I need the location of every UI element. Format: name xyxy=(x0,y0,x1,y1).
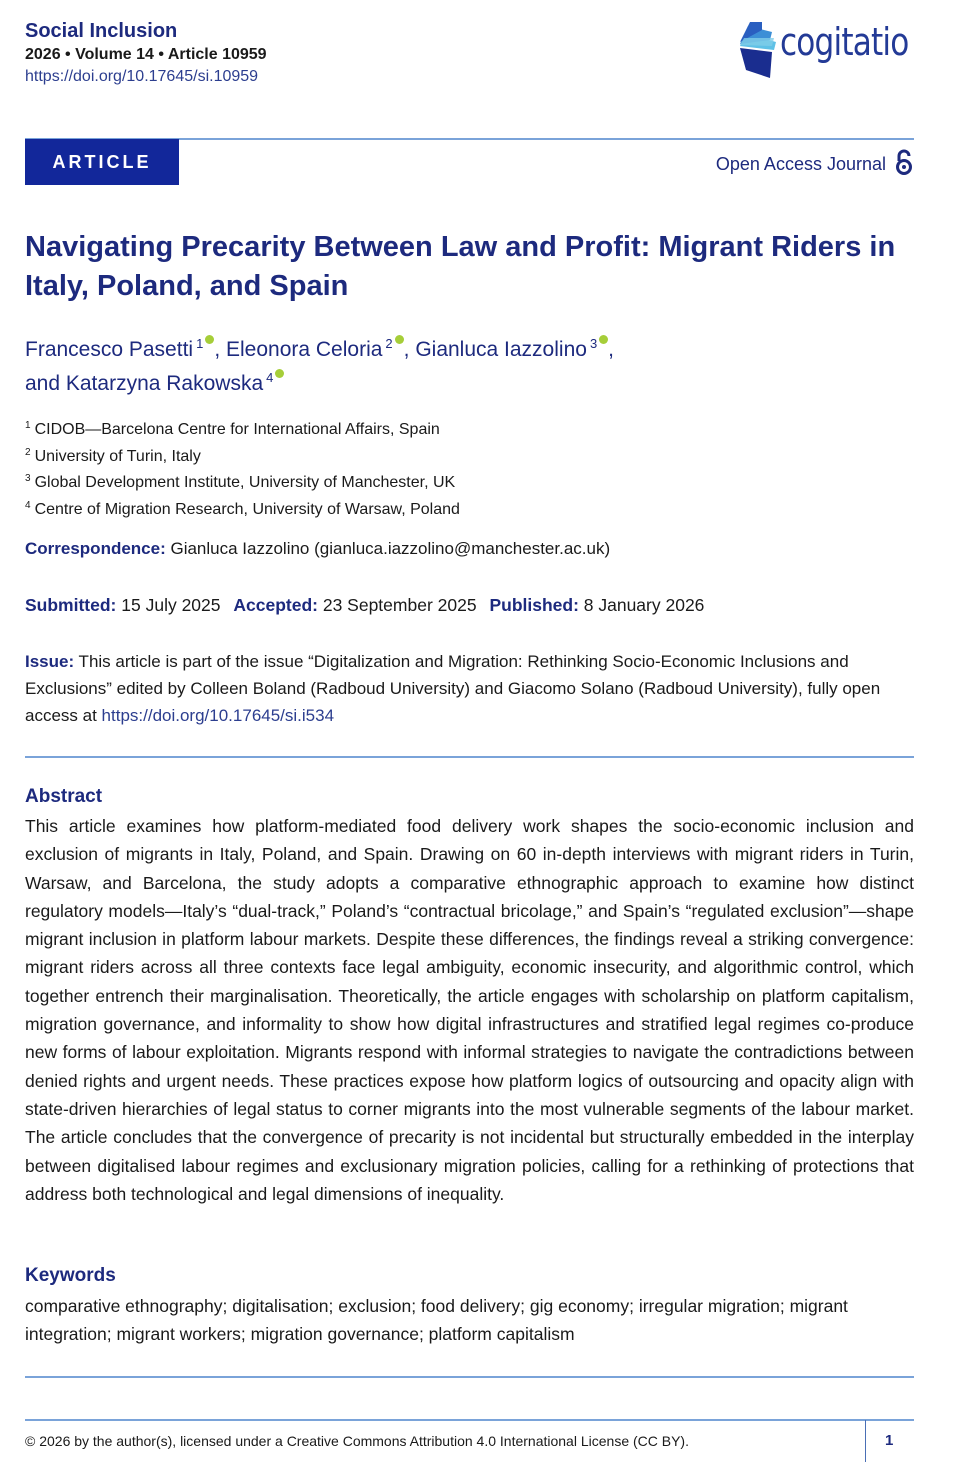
orcid-icon[interactable] xyxy=(395,335,404,344)
correspondence-value[interactable]: Gianluca Iazzolino (gianluca.iazzolino@manchester.ac.uk) xyxy=(165,539,611,558)
issue-doi-link[interactable]: https://doi.org/10.17645/si.i534 xyxy=(101,706,335,725)
author[interactable]: Francesco Pasetti $^1$ , xyxy=(25,336,226,361)
published-date: 8 January 2026 xyxy=(578,595,705,615)
article-title: Navigating Precarity Between Law and Profit: Migrant Riders in Italy, Poland, and Spain xyxy=(25,231,896,302)
journal-name: Social Inclusion xyxy=(25,20,178,42)
issue-label: Issue: xyxy=(25,652,75,671)
author[interactable]: Eleonora Celoria $^2$ , xyxy=(225,336,416,361)
author[interactable]: and Katarzyna Rakowska $^4$ xyxy=(25,372,284,395)
footer-vertical-divider xyxy=(865,1420,866,1462)
section-divider xyxy=(25,756,914,758)
affiliation: $^4$ Centre of Migration Research, University of Warsaw, Poland xyxy=(25,499,460,518)
affiliation-list xyxy=(25,415,460,521)
correspondence xyxy=(25,539,610,559)
correspondence-label: Correspondence: xyxy=(25,539,166,558)
author[interactable]: Gianluca Iazzolino $^3$ , xyxy=(415,336,615,361)
logo-text: cogitatio xyxy=(780,20,909,64)
author-list xyxy=(25,330,915,398)
open-access-label: Open Access Journal xyxy=(715,154,886,174)
page-number: 1 xyxy=(885,1432,894,1449)
keywords-text: comparative ethnography; digitalisation; exclusion; food delivery; gig economy; irregular migration; migrant integration; migrant workers; migration governance; platform capitalism xyxy=(25,1296,848,1344)
affiliation: $^2$ University of Turin, Italy xyxy=(25,446,201,465)
article-type-tag: ARTICLE xyxy=(25,139,179,185)
affiliation: $^3$ Global Development Institute, University of Manchester, UK xyxy=(25,473,456,491)
accepted-date: 23 September 2025 xyxy=(317,595,477,615)
journal-meta: 2026 • Volume 14 • Article 10959 xyxy=(25,46,267,63)
abstract-text: This article examines how platform-mediated food delivery work shapes the socio-economic inclusion and exclusion of migrants in Italy, Poland, and Spain. Drawing on 60 in-depth interviews with migrant riders in Turin, Warsaw, and Barcelona, the study adopts a comparative ethnographic approach to examine how distinct regulatory models—Italy’s “dual-track,” Poland’s “contractual bricolage,” and Spain’s “regulated exclusion”—shape migrant inclusion in platform labour markets. Despite these differences, the findings reveal a striking convergence: migrant riders across all three contexts face legal ambiguity, economic insecurity, and algorithmic control, which together entrench their marginalisation. Theoretically, the article engages with scholarship on platform capitalism, migration governance, and informality to show how digital infrastructures and stratified legal regimes co-produce new forms of labour exploitation. Migrants respond with informal strategies to navigate the contradictions between denied rights and urgent needs. These practices expose how platform logics of outsourcing and opacity align with state-driven hierarchies of legal status to corner migrants into the most vulnerable segments of the labour market. The article concludes that the convergence of precarity is not incidental but structurally embedded in the interplay between digitalised labour regimes and exclusionary migration policies, calling for a rethinking of protections that address both technological and legal dimensions of inequality. xyxy=(25,816,914,1204)
submitted-date: 15 July 2025 xyxy=(116,595,221,615)
footer-divider xyxy=(25,1419,914,1421)
publication-dates: Submitted: 15 July 2025 Accepted: 23 September 2025 Published: 8 January 2026 xyxy=(25,595,705,615)
cogitatio-logo[interactable] xyxy=(736,18,916,80)
orcid-icon[interactable] xyxy=(275,369,284,378)
license-text: © 2026 by the author(s), licensed under a Creative Commons Attribution 4.0 International License (CC BY). xyxy=(25,1433,689,1449)
orcid-icon[interactable] xyxy=(599,335,608,344)
open-book-icon xyxy=(736,20,778,80)
issue-info: Issue: This article is part of the issue “Digitalization and Migration: Rethinking Socio-Economic Inclusions and Exclusions” edited by Colleen Boland (Radboud University) and Giacomo Solano (Radboud University), fully open access at https://doi.org/10.17645/si.i534 xyxy=(25,652,881,725)
section-divider xyxy=(25,1376,914,1378)
keywords-heading: Keywords xyxy=(25,1265,116,1286)
journal-doi-link[interactable]: https://doi.org/10.17645/si.10959 xyxy=(25,68,259,85)
orcid-icon[interactable] xyxy=(205,335,214,344)
affiliation: $^1$ CIDOB—Barcelona Centre for International Affairs, Spain xyxy=(25,420,440,438)
abstract-heading: Abstract xyxy=(25,786,103,807)
open-access-lock-icon xyxy=(894,148,914,176)
